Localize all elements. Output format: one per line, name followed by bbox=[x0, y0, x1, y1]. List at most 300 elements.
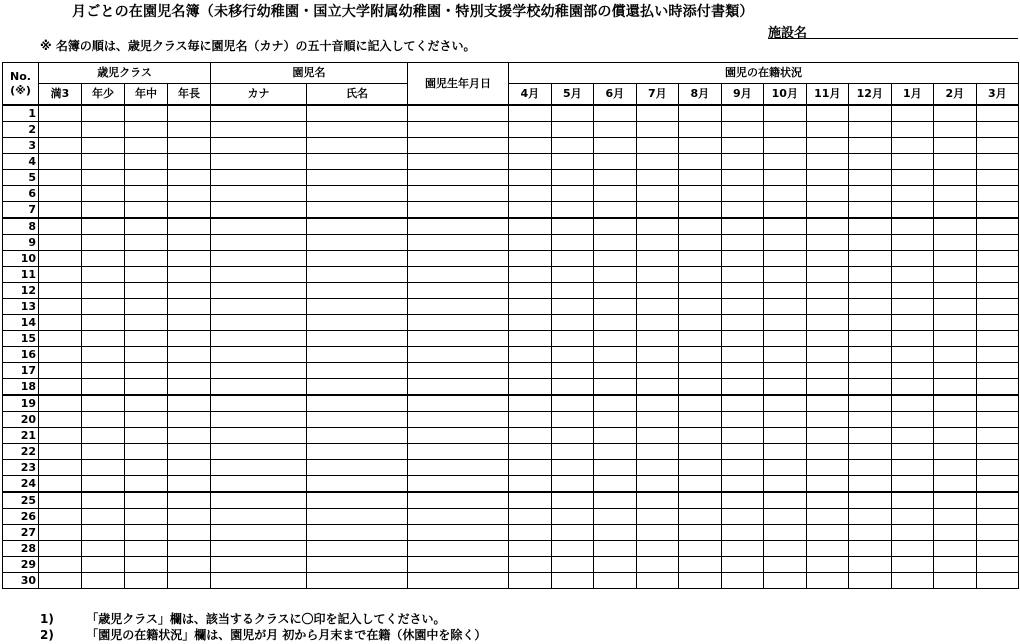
class-cell[interactable] bbox=[168, 105, 211, 122]
month-cell[interactable] bbox=[679, 315, 722, 331]
month-cell[interactable] bbox=[764, 235, 807, 251]
month-cell[interactable] bbox=[764, 428, 807, 444]
class-cell[interactable] bbox=[39, 218, 82, 235]
month-cell[interactable] bbox=[721, 395, 764, 412]
month-cell[interactable] bbox=[891, 525, 934, 541]
fullname-cell[interactable] bbox=[307, 331, 408, 347]
month-cell[interactable] bbox=[509, 412, 552, 428]
month-cell[interactable] bbox=[679, 186, 722, 202]
month-cell[interactable] bbox=[509, 492, 552, 509]
fullname-cell[interactable] bbox=[307, 492, 408, 509]
month-cell[interactable] bbox=[509, 347, 552, 363]
month-cell[interactable] bbox=[721, 476, 764, 493]
month-cell[interactable] bbox=[721, 138, 764, 154]
month-cell[interactable] bbox=[721, 170, 764, 186]
month-cell[interactable] bbox=[594, 525, 637, 541]
month-cell[interactable] bbox=[594, 331, 637, 347]
month-cell[interactable] bbox=[934, 235, 977, 251]
month-cell[interactable] bbox=[636, 235, 679, 251]
month-cell[interactable] bbox=[934, 444, 977, 460]
class-cell[interactable] bbox=[82, 218, 125, 235]
month-cell[interactable] bbox=[934, 573, 977, 589]
month-cell[interactable] bbox=[721, 186, 764, 202]
month-cell[interactable] bbox=[636, 154, 679, 170]
month-cell[interactable] bbox=[721, 412, 764, 428]
month-cell[interactable] bbox=[679, 251, 722, 267]
month-cell[interactable] bbox=[551, 476, 594, 493]
month-cell[interactable] bbox=[636, 202, 679, 219]
month-cell[interactable] bbox=[509, 428, 552, 444]
class-cell[interactable] bbox=[168, 315, 211, 331]
month-cell[interactable] bbox=[721, 557, 764, 573]
class-cell[interactable] bbox=[39, 395, 82, 412]
month-cell[interactable] bbox=[891, 428, 934, 444]
kana-cell[interactable] bbox=[211, 541, 307, 557]
class-cell[interactable] bbox=[82, 122, 125, 138]
class-cell[interactable] bbox=[39, 428, 82, 444]
month-cell[interactable] bbox=[679, 235, 722, 251]
month-cell[interactable] bbox=[636, 363, 679, 379]
month-cell[interactable] bbox=[509, 170, 552, 186]
month-cell[interactable] bbox=[721, 444, 764, 460]
month-cell[interactable] bbox=[934, 218, 977, 235]
month-cell[interactable] bbox=[551, 557, 594, 573]
fullname-cell[interactable] bbox=[307, 444, 408, 460]
class-cell[interactable] bbox=[125, 573, 168, 589]
kana-cell[interactable] bbox=[211, 170, 307, 186]
month-cell[interactable] bbox=[806, 412, 849, 428]
month-cell[interactable] bbox=[891, 299, 934, 315]
month-cell[interactable] bbox=[594, 492, 637, 509]
month-cell[interactable] bbox=[594, 105, 637, 122]
month-cell[interactable] bbox=[764, 363, 807, 379]
month-cell[interactable] bbox=[594, 138, 637, 154]
month-cell[interactable] bbox=[636, 444, 679, 460]
month-cell[interactable] bbox=[849, 105, 892, 122]
month-cell[interactable] bbox=[891, 347, 934, 363]
month-cell[interactable] bbox=[509, 122, 552, 138]
month-cell[interactable] bbox=[891, 154, 934, 170]
class-cell[interactable] bbox=[168, 283, 211, 299]
month-cell[interactable] bbox=[594, 476, 637, 493]
month-cell[interactable] bbox=[721, 299, 764, 315]
month-cell[interactable] bbox=[509, 557, 552, 573]
month-cell[interactable] bbox=[636, 299, 679, 315]
month-cell[interactable] bbox=[849, 218, 892, 235]
month-cell[interactable] bbox=[806, 428, 849, 444]
kana-cell[interactable] bbox=[211, 251, 307, 267]
month-cell[interactable] bbox=[849, 395, 892, 412]
class-cell[interactable] bbox=[168, 186, 211, 202]
class-cell[interactable] bbox=[125, 299, 168, 315]
month-cell[interactable] bbox=[551, 395, 594, 412]
month-cell[interactable] bbox=[764, 299, 807, 315]
birthdate-cell[interactable] bbox=[408, 460, 509, 476]
class-cell[interactable] bbox=[125, 379, 168, 396]
class-cell[interactable] bbox=[39, 299, 82, 315]
birthdate-cell[interactable] bbox=[408, 251, 509, 267]
class-cell[interactable] bbox=[39, 331, 82, 347]
month-cell[interactable] bbox=[806, 138, 849, 154]
month-cell[interactable] bbox=[934, 476, 977, 493]
month-cell[interactable] bbox=[891, 122, 934, 138]
class-cell[interactable] bbox=[168, 347, 211, 363]
birthdate-cell[interactable] bbox=[408, 573, 509, 589]
birthdate-cell[interactable] bbox=[408, 235, 509, 251]
month-cell[interactable] bbox=[891, 412, 934, 428]
month-cell[interactable] bbox=[849, 122, 892, 138]
birthdate-cell[interactable] bbox=[408, 283, 509, 299]
class-cell[interactable] bbox=[39, 492, 82, 509]
month-cell[interactable] bbox=[509, 138, 552, 154]
month-cell[interactable] bbox=[849, 509, 892, 525]
month-cell[interactable] bbox=[934, 105, 977, 122]
class-cell[interactable] bbox=[168, 202, 211, 219]
month-cell[interactable] bbox=[764, 105, 807, 122]
fullname-cell[interactable] bbox=[307, 105, 408, 122]
kana-cell[interactable] bbox=[211, 315, 307, 331]
class-cell[interactable] bbox=[82, 202, 125, 219]
fullname-cell[interactable] bbox=[307, 170, 408, 186]
month-cell[interactable] bbox=[551, 379, 594, 396]
month-cell[interactable] bbox=[764, 347, 807, 363]
month-cell[interactable] bbox=[849, 428, 892, 444]
month-cell[interactable] bbox=[721, 315, 764, 331]
month-cell[interactable] bbox=[849, 235, 892, 251]
kana-cell[interactable] bbox=[211, 267, 307, 283]
birthdate-cell[interactable] bbox=[408, 557, 509, 573]
month-cell[interactable] bbox=[551, 573, 594, 589]
month-cell[interactable] bbox=[976, 573, 1019, 589]
class-cell[interactable] bbox=[39, 235, 82, 251]
month-cell[interactable] bbox=[849, 363, 892, 379]
fullname-cell[interactable] bbox=[307, 218, 408, 235]
facility-name-field[interactable] bbox=[768, 22, 1018, 39]
month-cell[interactable] bbox=[891, 557, 934, 573]
month-cell[interactable] bbox=[976, 444, 1019, 460]
fullname-cell[interactable] bbox=[307, 283, 408, 299]
month-cell[interactable] bbox=[891, 444, 934, 460]
month-cell[interactable] bbox=[679, 557, 722, 573]
fullname-cell[interactable] bbox=[307, 525, 408, 541]
month-cell[interactable] bbox=[679, 331, 722, 347]
month-cell[interactable] bbox=[551, 541, 594, 557]
month-cell[interactable] bbox=[509, 460, 552, 476]
month-cell[interactable] bbox=[679, 492, 722, 509]
kana-cell[interactable] bbox=[211, 557, 307, 573]
month-cell[interactable] bbox=[976, 557, 1019, 573]
month-cell[interactable] bbox=[636, 428, 679, 444]
class-cell[interactable] bbox=[39, 251, 82, 267]
month-cell[interactable] bbox=[509, 444, 552, 460]
month-cell[interactable] bbox=[551, 363, 594, 379]
month-cell[interactable] bbox=[551, 444, 594, 460]
month-cell[interactable] bbox=[976, 347, 1019, 363]
class-cell[interactable] bbox=[39, 476, 82, 493]
month-cell[interactable] bbox=[551, 267, 594, 283]
class-cell[interactable] bbox=[82, 251, 125, 267]
fullname-cell[interactable] bbox=[307, 347, 408, 363]
month-cell[interactable] bbox=[976, 331, 1019, 347]
month-cell[interactable] bbox=[764, 122, 807, 138]
month-cell[interactable] bbox=[509, 363, 552, 379]
class-cell[interactable] bbox=[82, 105, 125, 122]
month-cell[interactable] bbox=[934, 492, 977, 509]
month-cell[interactable] bbox=[764, 509, 807, 525]
month-cell[interactable] bbox=[509, 235, 552, 251]
month-cell[interactable] bbox=[721, 541, 764, 557]
month-cell[interactable] bbox=[764, 315, 807, 331]
month-cell[interactable] bbox=[721, 573, 764, 589]
kana-cell[interactable] bbox=[211, 186, 307, 202]
month-cell[interactable] bbox=[806, 525, 849, 541]
class-cell[interactable] bbox=[39, 267, 82, 283]
birthdate-cell[interactable] bbox=[408, 363, 509, 379]
month-cell[interactable] bbox=[976, 412, 1019, 428]
month-cell[interactable] bbox=[764, 251, 807, 267]
class-cell[interactable] bbox=[39, 283, 82, 299]
month-cell[interactable] bbox=[891, 186, 934, 202]
month-cell[interactable] bbox=[849, 444, 892, 460]
month-cell[interactable] bbox=[934, 395, 977, 412]
class-cell[interactable] bbox=[125, 170, 168, 186]
month-cell[interactable] bbox=[934, 283, 977, 299]
month-cell[interactable] bbox=[594, 122, 637, 138]
birthdate-cell[interactable] bbox=[408, 395, 509, 412]
fullname-cell[interactable] bbox=[307, 541, 408, 557]
month-cell[interactable] bbox=[764, 412, 807, 428]
month-cell[interactable] bbox=[636, 122, 679, 138]
month-cell[interactable] bbox=[806, 476, 849, 493]
month-cell[interactable] bbox=[934, 428, 977, 444]
month-cell[interactable] bbox=[551, 509, 594, 525]
month-cell[interactable] bbox=[636, 525, 679, 541]
month-cell[interactable] bbox=[509, 315, 552, 331]
month-cell[interactable] bbox=[891, 492, 934, 509]
month-cell[interactable] bbox=[976, 525, 1019, 541]
month-cell[interactable] bbox=[551, 315, 594, 331]
month-cell[interactable] bbox=[976, 122, 1019, 138]
month-cell[interactable] bbox=[806, 299, 849, 315]
month-cell[interactable] bbox=[636, 138, 679, 154]
fullname-cell[interactable] bbox=[307, 412, 408, 428]
month-cell[interactable] bbox=[551, 235, 594, 251]
month-cell[interactable] bbox=[849, 315, 892, 331]
class-cell[interactable] bbox=[82, 509, 125, 525]
month-cell[interactable] bbox=[636, 476, 679, 493]
month-cell[interactable] bbox=[721, 460, 764, 476]
month-cell[interactable] bbox=[934, 138, 977, 154]
month-cell[interactable] bbox=[594, 557, 637, 573]
month-cell[interactable] bbox=[849, 154, 892, 170]
kana-cell[interactable] bbox=[211, 218, 307, 235]
month-cell[interactable] bbox=[594, 170, 637, 186]
month-cell[interactable] bbox=[976, 105, 1019, 122]
month-cell[interactable] bbox=[806, 186, 849, 202]
class-cell[interactable] bbox=[168, 267, 211, 283]
month-cell[interactable] bbox=[509, 331, 552, 347]
month-cell[interactable] bbox=[594, 460, 637, 476]
month-cell[interactable] bbox=[806, 395, 849, 412]
birthdate-cell[interactable] bbox=[408, 525, 509, 541]
month-cell[interactable] bbox=[891, 235, 934, 251]
month-cell[interactable] bbox=[764, 460, 807, 476]
month-cell[interactable] bbox=[976, 476, 1019, 493]
month-cell[interactable] bbox=[764, 476, 807, 493]
month-cell[interactable] bbox=[551, 122, 594, 138]
class-cell[interactable] bbox=[82, 412, 125, 428]
class-cell[interactable] bbox=[39, 525, 82, 541]
class-cell[interactable] bbox=[82, 573, 125, 589]
month-cell[interactable] bbox=[891, 460, 934, 476]
month-cell[interactable] bbox=[976, 363, 1019, 379]
fullname-cell[interactable] bbox=[307, 202, 408, 219]
month-cell[interactable] bbox=[509, 299, 552, 315]
fullname-cell[interactable] bbox=[307, 509, 408, 525]
month-cell[interactable] bbox=[806, 122, 849, 138]
class-cell[interactable] bbox=[168, 509, 211, 525]
month-cell[interactable] bbox=[594, 315, 637, 331]
month-cell[interactable] bbox=[594, 573, 637, 589]
month-cell[interactable] bbox=[891, 395, 934, 412]
month-cell[interactable] bbox=[764, 541, 807, 557]
month-cell[interactable] bbox=[891, 331, 934, 347]
class-cell[interactable] bbox=[82, 460, 125, 476]
class-cell[interactable] bbox=[82, 476, 125, 493]
month-cell[interactable] bbox=[764, 170, 807, 186]
month-cell[interactable] bbox=[849, 202, 892, 219]
kana-cell[interactable] bbox=[211, 573, 307, 589]
class-cell[interactable] bbox=[82, 428, 125, 444]
class-cell[interactable] bbox=[125, 492, 168, 509]
month-cell[interactable] bbox=[509, 283, 552, 299]
kana-cell[interactable] bbox=[211, 202, 307, 219]
birthdate-cell[interactable] bbox=[408, 412, 509, 428]
month-cell[interactable] bbox=[721, 202, 764, 219]
class-cell[interactable] bbox=[82, 186, 125, 202]
month-cell[interactable] bbox=[551, 460, 594, 476]
month-cell[interactable] bbox=[721, 347, 764, 363]
class-cell[interactable] bbox=[168, 218, 211, 235]
month-cell[interactable] bbox=[806, 541, 849, 557]
class-cell[interactable] bbox=[125, 122, 168, 138]
month-cell[interactable] bbox=[594, 395, 637, 412]
month-cell[interactable] bbox=[849, 186, 892, 202]
class-cell[interactable] bbox=[82, 347, 125, 363]
month-cell[interactable] bbox=[636, 492, 679, 509]
fullname-cell[interactable] bbox=[307, 557, 408, 573]
month-cell[interactable] bbox=[934, 347, 977, 363]
month-cell[interactable] bbox=[806, 218, 849, 235]
month-cell[interactable] bbox=[934, 315, 977, 331]
month-cell[interactable] bbox=[636, 541, 679, 557]
class-cell[interactable] bbox=[168, 541, 211, 557]
month-cell[interactable] bbox=[509, 509, 552, 525]
class-cell[interactable] bbox=[39, 444, 82, 460]
month-cell[interactable] bbox=[679, 476, 722, 493]
month-cell[interactable] bbox=[976, 299, 1019, 315]
month-cell[interactable] bbox=[509, 379, 552, 396]
month-cell[interactable] bbox=[509, 267, 552, 283]
month-cell[interactable] bbox=[509, 251, 552, 267]
kana-cell[interactable] bbox=[211, 347, 307, 363]
class-cell[interactable] bbox=[82, 235, 125, 251]
kana-cell[interactable] bbox=[211, 476, 307, 493]
month-cell[interactable] bbox=[764, 267, 807, 283]
month-cell[interactable] bbox=[891, 573, 934, 589]
kana-cell[interactable] bbox=[211, 395, 307, 412]
month-cell[interactable] bbox=[806, 170, 849, 186]
month-cell[interactable] bbox=[849, 573, 892, 589]
month-cell[interactable] bbox=[509, 218, 552, 235]
class-cell[interactable] bbox=[39, 363, 82, 379]
month-cell[interactable] bbox=[891, 105, 934, 122]
kana-cell[interactable] bbox=[211, 331, 307, 347]
month-cell[interactable] bbox=[509, 541, 552, 557]
birthdate-cell[interactable] bbox=[408, 331, 509, 347]
month-cell[interactable] bbox=[636, 573, 679, 589]
fullname-cell[interactable] bbox=[307, 363, 408, 379]
kana-cell[interactable] bbox=[211, 138, 307, 154]
month-cell[interactable] bbox=[551, 412, 594, 428]
birthdate-cell[interactable] bbox=[408, 186, 509, 202]
month-cell[interactable] bbox=[721, 218, 764, 235]
month-cell[interactable] bbox=[594, 412, 637, 428]
month-cell[interactable] bbox=[806, 444, 849, 460]
month-cell[interactable] bbox=[594, 444, 637, 460]
month-cell[interactable] bbox=[551, 428, 594, 444]
month-cell[interactable] bbox=[509, 476, 552, 493]
class-cell[interactable] bbox=[168, 444, 211, 460]
class-cell[interactable] bbox=[39, 138, 82, 154]
month-cell[interactable] bbox=[679, 444, 722, 460]
month-cell[interactable] bbox=[679, 138, 722, 154]
fullname-cell[interactable] bbox=[307, 395, 408, 412]
class-cell[interactable] bbox=[82, 395, 125, 412]
month-cell[interactable] bbox=[934, 525, 977, 541]
birthdate-cell[interactable] bbox=[408, 492, 509, 509]
month-cell[interactable] bbox=[891, 379, 934, 396]
month-cell[interactable] bbox=[764, 557, 807, 573]
class-cell[interactable] bbox=[82, 379, 125, 396]
birthdate-cell[interactable] bbox=[408, 267, 509, 283]
month-cell[interactable] bbox=[721, 154, 764, 170]
month-cell[interactable] bbox=[806, 363, 849, 379]
class-cell[interactable] bbox=[39, 186, 82, 202]
month-cell[interactable] bbox=[721, 283, 764, 299]
class-cell[interactable] bbox=[125, 331, 168, 347]
month-cell[interactable] bbox=[934, 154, 977, 170]
month-cell[interactable] bbox=[976, 202, 1019, 219]
month-cell[interactable] bbox=[551, 492, 594, 509]
fullname-cell[interactable] bbox=[307, 573, 408, 589]
class-cell[interactable] bbox=[125, 347, 168, 363]
month-cell[interactable] bbox=[721, 235, 764, 251]
month-cell[interactable] bbox=[849, 138, 892, 154]
month-cell[interactable] bbox=[679, 299, 722, 315]
class-cell[interactable] bbox=[168, 379, 211, 396]
class-cell[interactable] bbox=[82, 541, 125, 557]
month-cell[interactable] bbox=[806, 573, 849, 589]
month-cell[interactable] bbox=[551, 154, 594, 170]
month-cell[interactable] bbox=[934, 122, 977, 138]
month-cell[interactable] bbox=[934, 557, 977, 573]
month-cell[interactable] bbox=[764, 331, 807, 347]
class-cell[interactable] bbox=[168, 122, 211, 138]
month-cell[interactable] bbox=[551, 170, 594, 186]
month-cell[interactable] bbox=[934, 170, 977, 186]
kana-cell[interactable] bbox=[211, 154, 307, 170]
